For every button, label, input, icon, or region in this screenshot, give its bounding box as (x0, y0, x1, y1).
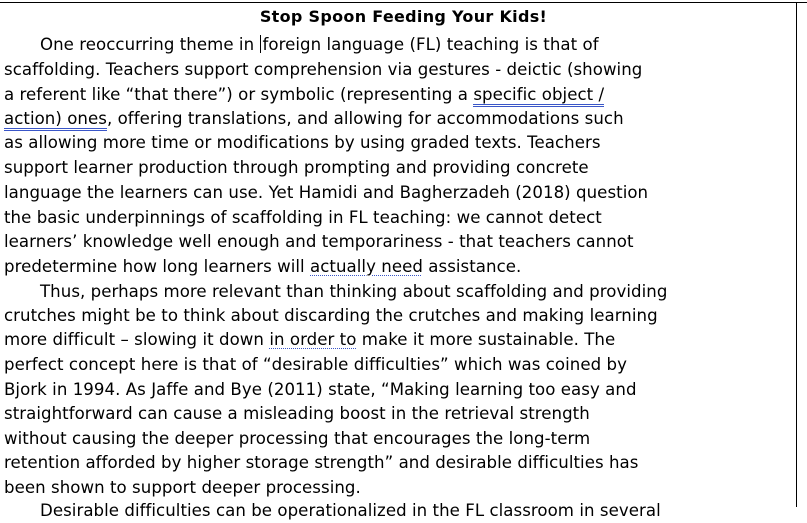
paragraph-line[interactable] (4, 402, 590, 426)
text-run: predetermine how long learners will (4, 257, 311, 276)
text-run: Thus, perhaps more relevant than thinking about scaffolding and providing (40, 282, 668, 301)
text-run: without causing the deeper processing that encourages the long-term (4, 429, 591, 448)
style-flag-text[interactable]: in order to (269, 330, 357, 349)
grammar-flag-text[interactable]: specific object / (473, 85, 604, 107)
paragraph-line[interactable] (4, 353, 627, 377)
document-title: Stop Spoon Feeding Your Kids! (259, 7, 548, 26)
text-run: language the learners can use. Yet Hamidi and Bagherzadeh (2018) question (4, 183, 649, 202)
paragraph-line[interactable] (40, 33, 599, 57)
paragraph-line[interactable] (4, 451, 638, 475)
text-run: more difficult – slowing it down (4, 330, 270, 349)
paragraph-line[interactable] (40, 280, 667, 304)
right-border-line (796, 2, 797, 507)
text-run: One reoccurring theme in (40, 35, 260, 54)
paragraph-line[interactable] (4, 378, 637, 402)
text-run: Desirable difficulties can be operationalized in the FL classroom in several (40, 501, 661, 520)
text-run: Bjork in 1994. As Jaffe and Bye (2011) state, “Making learning too easy and (4, 380, 637, 399)
paragraph-line[interactable] (4, 156, 589, 180)
paragraph-line[interactable] (4, 304, 658, 328)
text-run: scaffolding. Teachers support comprehension via gestures - deictic (showing (4, 60, 643, 79)
text-run: retention afforded by higher storage strength” and desirable difficulties has (4, 453, 639, 472)
paragraph-line[interactable] (40, 499, 661, 523)
text-run: make it more sustainable. The (356, 330, 616, 349)
paragraph-line[interactable] (4, 206, 602, 230)
paragraph-line[interactable] (4, 107, 624, 131)
text-run: as allowing more time or modifications by using graded texts. Teachers (4, 133, 601, 152)
top-border-line (0, 2, 807, 3)
paragraph-line[interactable] (4, 255, 521, 279)
text-run: the basic underpinnings of scaffolding in FL teaching: we cannot detect (4, 208, 602, 227)
paragraph-line[interactable] (4, 476, 361, 500)
text-run: foreign language (FL) teaching is that of (262, 35, 599, 54)
paragraph-line[interactable] (4, 58, 642, 82)
text-run: crutches might be to think about discarding the crutches and making learning (4, 306, 658, 325)
grammar-flag-text[interactable]: action) ones (4, 109, 107, 131)
text-run: learners’ knowledge well enough and temporariness - that teachers cannot (4, 232, 634, 251)
text-run: support learner production through prompting and providing concrete (4, 158, 589, 177)
paragraph-line[interactable] (4, 328, 615, 352)
text-run: , offering translations, and allowing for accommodations such (106, 109, 624, 128)
paragraph-line[interactable] (4, 83, 604, 107)
text-run: perfect concept here is that of “desirable difficulties” which was coined by (4, 355, 627, 374)
paragraph-line[interactable] (4, 131, 601, 155)
style-flag-text[interactable]: actually need (310, 257, 423, 276)
text-run: assistance. (422, 257, 522, 276)
text-run: a referent like “that there”) or symbolic (representing a (4, 85, 474, 104)
paragraph-line[interactable] (4, 230, 634, 254)
text-run: straightforward can cause a misleading boost in the retrieval strength (4, 404, 590, 423)
text-run: been shown to support deeper processing. (4, 478, 361, 497)
paragraph-line[interactable] (4, 181, 648, 205)
paragraph-line[interactable] (4, 427, 590, 451)
